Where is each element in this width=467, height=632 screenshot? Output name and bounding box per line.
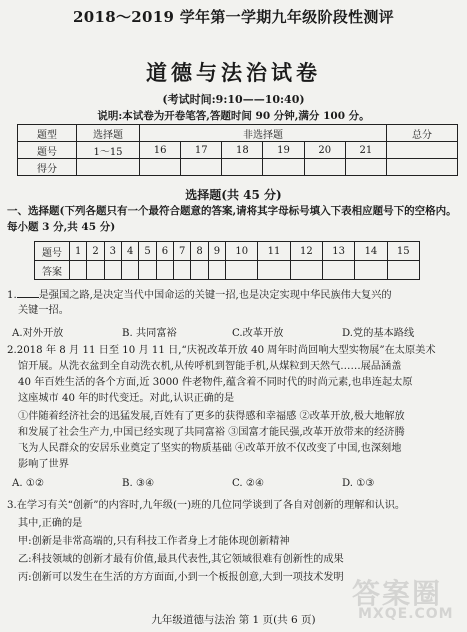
- answer-number-cell: 15: [387, 242, 419, 261]
- score-total-header: 总分: [387, 125, 458, 142]
- exam-time: (考试时间:9:10——10:40): [162, 93, 305, 106]
- answer-input-cell: [104, 261, 121, 280]
- score-cell-empty: [304, 159, 345, 176]
- question-3-line: 其中,正确的是: [18, 518, 83, 529]
- answer-table: [34, 241, 420, 280]
- score-cell-number: 1～15: [77, 142, 140, 159]
- answer-input-cell: [191, 261, 208, 280]
- score-cell-empty: [222, 159, 263, 176]
- answer-number-cell: 10: [226, 242, 258, 261]
- question-3-statement: 丙:创新可以发生在生活的方方面面,小到一个板报创意,大到一项技术发明: [18, 572, 344, 583]
- option-c: C.改革开放: [232, 328, 284, 339]
- answer-number-cell: 9: [208, 242, 225, 261]
- answer-number-cell: 1: [70, 242, 87, 261]
- score-cell-number: 16: [140, 142, 181, 159]
- answer-input-cell: [208, 261, 225, 280]
- option-b: B. 共同富裕: [122, 328, 177, 339]
- answer-number-cell: 7: [174, 242, 191, 261]
- question-2-line: 这座城市 40 年的时代变迁。对此,认识正确的是: [18, 393, 235, 404]
- score-table-row-score: [18, 159, 458, 176]
- answer-number-cell: 3: [104, 242, 121, 261]
- section1-instruction: 一、选择题(下列各题只有一个最符合题意的答案,请将其字母标号填入下表相应题号下的空格内。每小题 3 分,共 45 分): [7, 205, 457, 233]
- score-cell-number: 20: [304, 142, 345, 159]
- answer-table-row-answer: [35, 261, 420, 280]
- question-2-line: 和发展了社会生产力,中国已经实现了共同富裕 ③国富才能民强,改革开放带来的经济腾: [18, 427, 405, 438]
- option-a: A.对外开放: [12, 328, 64, 339]
- score-label-type: 题型: [18, 125, 77, 142]
- answer-input-cell: [139, 261, 156, 280]
- answer-number-cell: 8: [191, 242, 208, 261]
- answer-input-cell: [387, 261, 419, 280]
- score-table: [17, 124, 458, 176]
- answer-number-cell: 14: [355, 242, 387, 261]
- score-cell-empty: [181, 159, 222, 176]
- answer-input-cell: [156, 261, 173, 280]
- answer-input-cell: [226, 261, 258, 280]
- answer-number-cell: 2: [87, 242, 104, 261]
- page-footer: 九年级道德与法治 第 1 页(共 6 页): [151, 614, 316, 626]
- option-c: C. ②④: [232, 478, 265, 489]
- question-text: 是强国之路,是决定当代中国命运的关键一招,也是决定实现中华民族伟大复兴的: [38, 290, 392, 301]
- answer-input-cell: [122, 261, 139, 280]
- answer-table-row-number: [35, 242, 420, 261]
- score-choice-header: 选择题: [77, 125, 140, 142]
- page-title: 道德与法治试卷: [146, 60, 321, 85]
- answer-number-cell: 6: [156, 242, 173, 261]
- section-heading: 选择题(共 45 分): [185, 188, 282, 202]
- score-table-row-number: [18, 142, 458, 159]
- question-2-line: 影响了世界: [18, 459, 69, 470]
- question-3-statement: 甲:创新是非常高端的,只有科技工作者身上才能体现创新精神: [18, 536, 290, 547]
- option-a: A. ①②: [12, 478, 45, 489]
- answer-number-cell: 11: [258, 242, 290, 261]
- answer-label-answer: 答案: [35, 261, 70, 280]
- watermark-logo: [328, 572, 464, 624]
- exam-instruction: 说明:本试卷为开卷笔答,答题时间 90 分钟,满分 100 分。: [97, 110, 370, 122]
- score-cell-empty: [387, 159, 458, 176]
- score-label-score: 得分: [18, 159, 77, 176]
- answer-input-cell: [322, 261, 354, 280]
- question-2-line: 40 年百姓生活的各个方面,近 3000 件老物件,蕴含着不同时代的时尚元素,也串连起太原: [18, 377, 413, 388]
- question-3-line: 3.在学习有关“创新”的内容时,九年级(一)班的几位同学谈到了各自对创新的理解和认识。: [7, 500, 406, 511]
- score-label-number: 题号: [18, 142, 77, 159]
- question-2-line: 馆开展。从洗衣盆到全自动洗衣机,从传呼机到智能手机,从煤粒到天然气……展品涵盖: [18, 361, 402, 372]
- option-d: D. ①③: [342, 478, 375, 489]
- answer-input-cell: [87, 261, 104, 280]
- score-cell-number: 19: [263, 142, 304, 159]
- question-2-line: 2.2018 年 8 月 11 日至 10 月 11 日,“庆祝改革开放 40 周年时尚回响大型实物展”在太原美术: [7, 345, 436, 356]
- watermark-url: MXQE.COM: [358, 606, 454, 622]
- score-cell-empty: [345, 159, 386, 176]
- watermark-text: 答案圈: [352, 577, 443, 610]
- answer-input-cell: [70, 261, 87, 280]
- answer-number-cell: 4: [122, 242, 139, 261]
- answer-number-cell: 12: [290, 242, 322, 261]
- exam-header: 2018～2019 学年第一学期九年级阶段性测评: [73, 8, 394, 26]
- option-b: B. ③④: [122, 478, 155, 489]
- score-table-row-type: [18, 125, 458, 142]
- answer-label-number: 题号: [35, 242, 70, 261]
- score-cell-empty: [263, 159, 304, 176]
- question-1-options: [12, 324, 452, 339]
- score-nonchoice-header: 非选择题: [140, 125, 387, 142]
- answer-blank: [17, 287, 39, 298]
- answer-input-cell: [258, 261, 290, 280]
- question-number: 1.: [7, 290, 17, 301]
- score-cell-empty: [387, 142, 458, 159]
- answer-input-cell: [355, 261, 387, 280]
- answer-number-cell: 13: [322, 242, 354, 261]
- question-2-line: 飞为人民群众的安居乐业奠定了坚实的物质基础 ④改革开放不仅改变了中国,也深刻地: [18, 443, 402, 454]
- score-cell-number: 21: [345, 142, 386, 159]
- option-d: D.党的基本路线: [342, 328, 415, 339]
- answer-input-cell: [174, 261, 191, 280]
- score-cell-number: 17: [181, 142, 222, 159]
- answer-number-cell: 5: [139, 242, 156, 261]
- question-2-line: ①伴随着经济社会的迅猛发展,百姓有了更多的获得感和幸福感 ②改革开放,极大地解放: [18, 411, 405, 422]
- score-cell-empty: [140, 159, 181, 176]
- question-3-statement: 乙:科技领域的创新才最有价值,最具代表性,其它领域很难有创新性的成果: [18, 554, 344, 565]
- score-cell-empty: [77, 159, 140, 176]
- score-cell-number: 18: [222, 142, 263, 159]
- question-1-cont: 关键一招。: [18, 305, 69, 316]
- question-1: [7, 287, 462, 304]
- question-2-options: [12, 478, 452, 489]
- answer-input-cell: [290, 261, 322, 280]
